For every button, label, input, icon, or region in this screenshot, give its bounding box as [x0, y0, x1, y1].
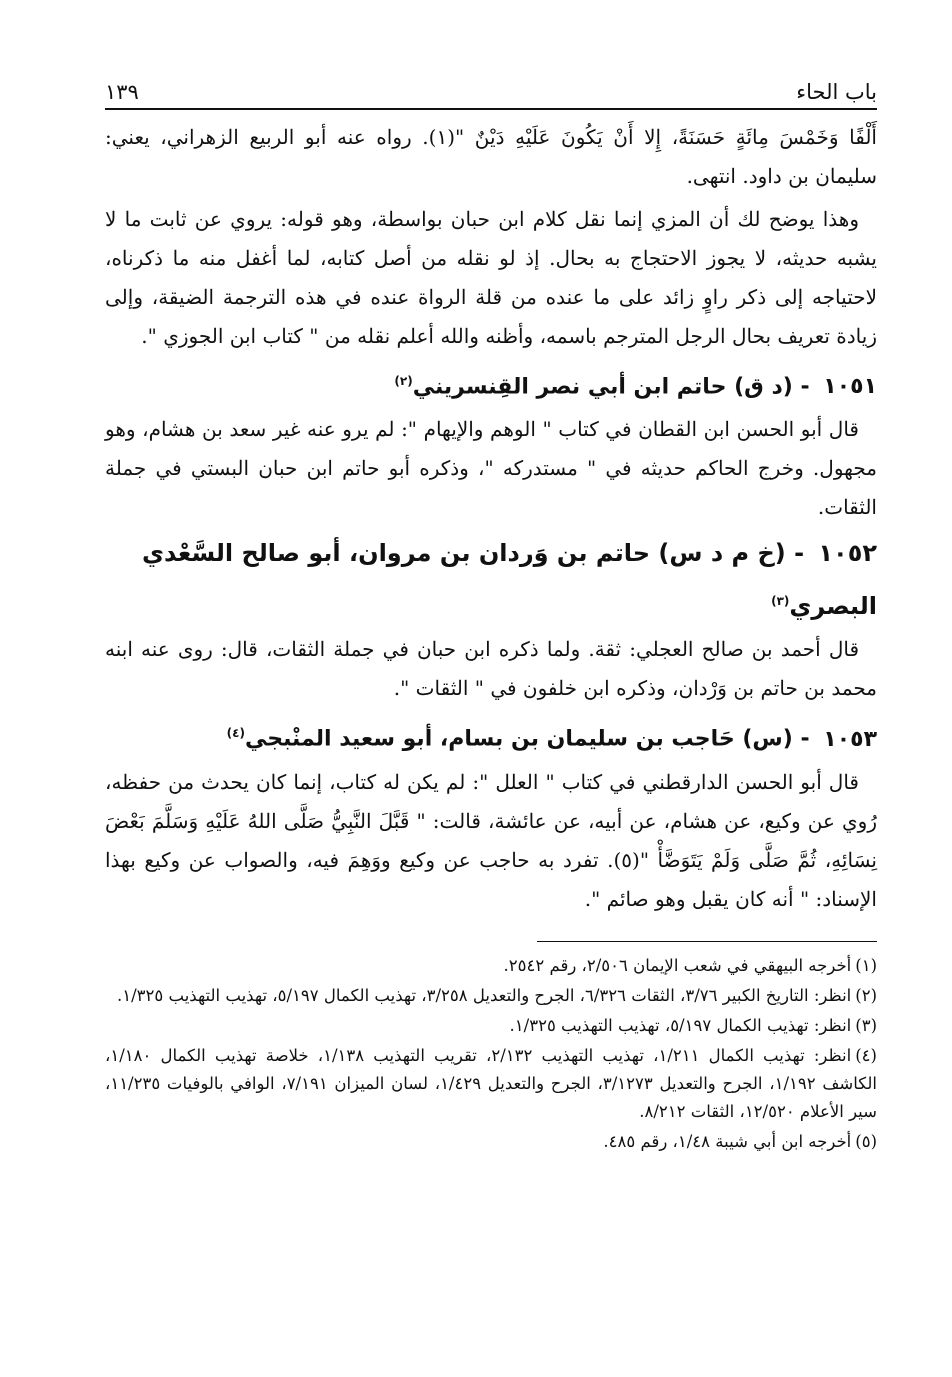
entry-text-1051: قال أبو الحسن ابن القطان في كتاب " الوهم والإيهام ": لم يرو عنه غير سعد بن هشام، وهو مجهول. وخرج الحاكم حديثه في " مستدركه "، وذكره أبو حاتم ابن حبان البستي في جملة الثقات.	[105, 417, 877, 520]
entry-title: - (خ م د س) حاتم بن وَردان بن مروان، أبو صالح السَّعْدي البصري	[142, 539, 877, 621]
header-divider	[105, 108, 877, 110]
footnote-marker: (٥)	[855, 1131, 877, 1151]
running-header	[105, 68, 877, 104]
footnotes	[105, 952, 877, 1156]
footnote-text: أخرجه ابن أبي شيبة ١/٤٨، رقم ٤٨٥.	[603, 1131, 852, 1151]
entry-title: - (د ق) حاتم ابن أبي نصر القِنسريني	[412, 374, 810, 400]
entry-heading-1053	[105, 710, 877, 762]
footnote-text: انظر: تهذيب الكمال ٥/١٩٧، تهذيب التهذيب ١/٣٢٥.	[509, 1015, 852, 1035]
entry-text-1052: قال أحمد بن صالح العجلي: ثقة. ولما ذكره ابن حبان في جملة الثقات، قال: روى عنه ابنه محمد بن حاتم بن وَرْدان، وذكره ابن خلفون في " الثقات ".	[105, 637, 877, 701]
footnote-item	[105, 952, 877, 980]
footnote-text: أخرجه البيهقي في شعب الإيمان ٢/٥٠٦، رقم ٢٥٤٢.	[503, 955, 852, 975]
paragraph-continuation: أَلْفًا وَخَمْسَ مِائَةٍ حَسَنَةً، إِلا أَنْ يَكُونَ عَلَيْهِ دَيْنٌ "(١). رواه عنه أبو الربيع الزهراني، يعني: سليمان بن داود. انتهى.	[105, 125, 877, 188]
footnote-divider	[537, 941, 877, 942]
footnote-ref: (٣)	[771, 594, 790, 609]
footnote-ref: (٢)	[394, 374, 413, 388]
footnote-item	[105, 1042, 877, 1126]
footnote-marker: (٣)	[855, 1015, 877, 1035]
footnote-marker: (١)	[855, 955, 877, 975]
page-number: ١٣٩	[105, 80, 139, 104]
footnote-marker: (٤)	[855, 1045, 877, 1065]
entry-heading-1052	[105, 529, 877, 630]
footnote-text: انظر: التاريخ الكبير ٣/٧٦، الثقات ٦/٣٢٦، الجرح والتعديل ٣/٢٥٨، تهذيب الكمال ٥/١٩٧، تهذيب التهذيب ١/٣٢٥.	[116, 985, 852, 1005]
entry-number: ١٠٥٢	[818, 539, 877, 568]
footnote-text: انظر: تهذيب الكمال ١/٢١١، تهذيب التهذيب ٢/١٣٢، تقريب التهذيب ١/١٣٨، خلاصة تهذيب الكمال ١/١٨٠، الكاشف ١/١٩٢، الجرح والتعديل ٣/١٢٧٣، الجرح والتعديل ١/٤٢٩، لسان الميزان ٧/١٩١، الوافي بالوفيات ١١/٢٣٥، سير الأعلام ١٢/٥٢٠، الثقات ٨/٢١٢.	[105, 1045, 877, 1121]
footnote-item	[105, 1128, 877, 1156]
paragraph-commentary: وهذا يوضح لك أن المزي إنما نقل كلام ابن حبان بواسطة، وهو قوله: يروي عن ثابت ما لا يشبه حديثه، لا يجوز الاحتجاج به بحال. إذ لو نقله من أصل كتابه، لما أغفل منه ما ذكرناه، لاحتياجه إلى ذكر راوٍ زائد على ما عنده من قلة الرواة عنده في هذه الترجمة الضيقة، وإلى زيادة تعريف بحال الرجل المترجم باسمه، وأظنه والله أعلم نقله من " كتاب ابن الجوزي ".	[105, 207, 877, 348]
footnote-marker: (٢)	[855, 985, 877, 1005]
entry-number: ١٠٥١	[823, 374, 877, 400]
main-text	[105, 118, 877, 919]
entry-text-1053: قال أبو الحسن الدارقطني في كتاب " العلل ": لم يكن له كتاب، إنما كان يحدث من حفظه، رُوي عن وكيع، عن هشام، عن أبيه، عن عائشة، قالت: " قَبَّلَ النَّبِيُّ صَلَّى اللهُ عَلَيْهِ وَسَلَّمَ بَعْضَ نِسَائِهِ، ثُمَّ صَلَّى وَلَمْ يَتَوَضَّأْ "(٥). تفرد به حاجب عن وكيع ووَهِمَ فيه، والصواب عن وكيع بهذا الإسناد: " أنه كان يقبل وهو صائم ".	[105, 769, 878, 911]
book-page	[105, 68, 877, 1158]
chapter-title: باب الحاء	[796, 80, 877, 104]
entry-heading-1051	[105, 358, 877, 410]
entry-number: ١٠٥٣	[823, 726, 877, 752]
footnote-ref: (٤)	[226, 726, 245, 741]
footnote-item	[105, 982, 877, 1010]
entry-title: - (س) حَاجب بن سليمان بن بسام، أبو سعيد المنْبجي	[244, 726, 810, 752]
footnote-item	[105, 1012, 877, 1040]
